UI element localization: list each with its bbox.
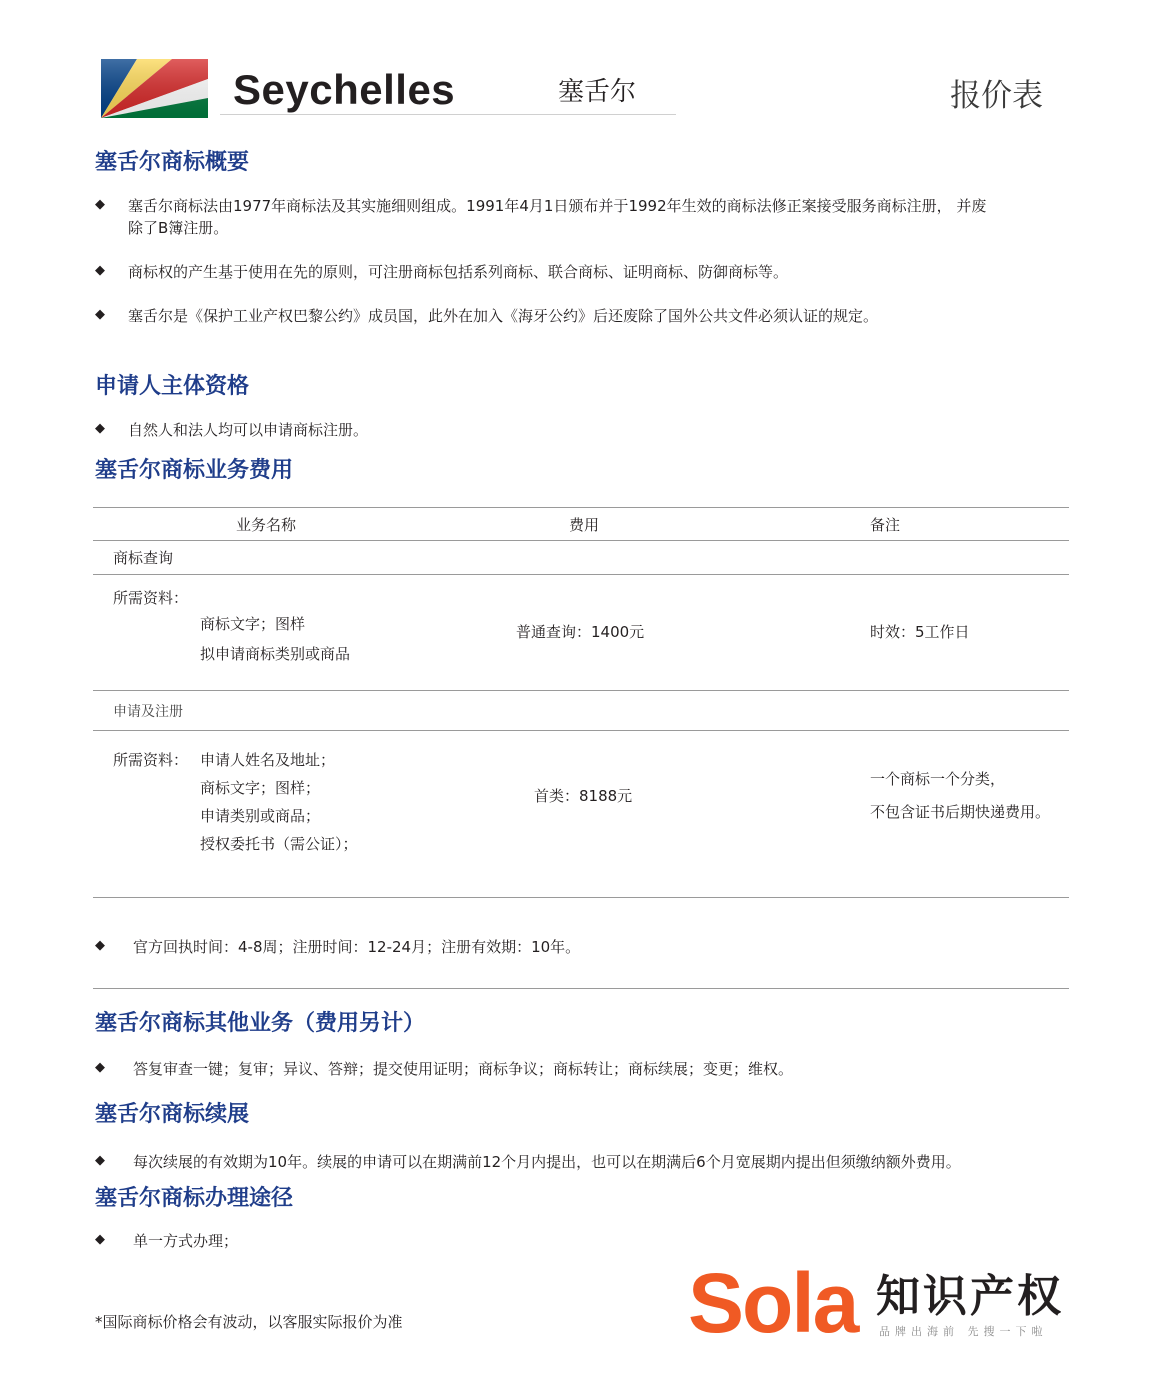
bullet-diamond-icon: ◆: [95, 421, 105, 436]
table-row-rule: [93, 730, 1069, 731]
registration-note: 不包含证书后期快递费用。: [870, 803, 1051, 821]
channel-bullet: [95, 1230, 1075, 1252]
renewal-bullet: [95, 1151, 1075, 1173]
bullet-text: 每次续展的有效期为10年。续展的申请可以在期满前12个月内提出，也可以在期满后6个月宽展期内提出但须缴纳额外费用。: [133, 1153, 961, 1171]
section-label-search: 商标查询: [113, 549, 174, 567]
search-material-item: 拟申请商标类别或商品: [200, 645, 351, 663]
search-materials-label: 所需资料：: [113, 589, 189, 607]
seychelles-flag: [101, 59, 208, 118]
bullet-text-continued: 除了B簿注册。: [128, 219, 229, 237]
renewal-title: 塞舌尔商标续展: [95, 1102, 250, 1127]
table-header-note: 备注: [870, 516, 901, 534]
price-footnote: *国际商标价格会有波动，以客服实际报价为准: [95, 1313, 403, 1331]
document-type: 报价表: [950, 78, 1043, 114]
table-bottom-rule: [93, 897, 1069, 898]
search-material-item: 商标文字；图样: [200, 615, 306, 633]
country-name-english: Seychelles: [233, 66, 456, 113]
table-header-rule: [93, 540, 1069, 541]
bullet-text: 塞舌尔是《保护工业产权巴黎公约》成员国，此外在加入《海牙公约》后还废除了国外公共文件必须认证的规定。: [128, 307, 879, 325]
registration-material-item: 授权委托书（需公证）；: [200, 835, 358, 853]
bullet-diamond-icon: ◆: [95, 197, 105, 212]
timeline-bullet: [95, 936, 1075, 958]
bullet-text: 答复审查一键；复审；异议、答辩；提交使用证明；商标争议；商标转让；商标续展；变更；维权。: [133, 1060, 794, 1078]
registration-materials-label: 所需资料：: [113, 751, 189, 769]
bullet-diamond-icon: ◆: [95, 1232, 105, 1247]
table-row-rule: [93, 574, 1069, 575]
eligibility-bullet: [95, 419, 1075, 441]
overview-bullet-2: [95, 261, 1075, 283]
sola-logo-wordmark: Sola: [688, 1256, 858, 1350]
bullet-text: 单一方式办理；: [133, 1232, 239, 1250]
section-label-registration: 申请及注册: [113, 704, 183, 720]
bullet-text: 官方回执时间：4-8周；注册时间：12-24月；注册有效期：10年。: [133, 938, 581, 956]
registration-material-item: 申请人姓名及地址；: [200, 751, 336, 769]
table-header-service: 业务名称: [236, 516, 297, 534]
overview-bullet-3: [95, 305, 1075, 327]
bullet-diamond-icon: ◆: [95, 263, 105, 278]
bullet-diamond-icon: ◆: [95, 307, 105, 322]
eligibility-title: 申请人主体资格: [95, 374, 250, 399]
section-divider: [93, 988, 1069, 989]
channel-title: 塞舌尔商标办理途径: [95, 1186, 294, 1211]
registration-fee: 首类：8188元: [534, 787, 633, 805]
sola-logo-slogan: 品牌出海前 先搜一下啦: [879, 1325, 1048, 1338]
header-divider: [220, 114, 676, 115]
bullet-diamond-icon: ◆: [95, 938, 105, 953]
search-fee: 普通查询：1400元: [516, 623, 645, 641]
fees-title: 塞舌尔商标业务费用: [95, 458, 294, 483]
registration-material-item: 申请类别或商品；: [200, 807, 321, 825]
registration-material-item: 商标文字；图样；: [200, 779, 321, 797]
table-row-rule: [93, 690, 1069, 691]
bullet-text: 塞舌尔商标法由1977年商标法及其实施细则组成。1991年4月1日颁布并于1992年生效的商标法修正案接受服务商标注册， 并废: [128, 197, 987, 215]
other-services-title: 塞舌尔商标其他业务（费用另计）: [95, 1011, 426, 1036]
country-name-chinese: 塞舌尔: [558, 77, 637, 107]
bullet-diamond-icon: ◆: [95, 1153, 105, 1168]
table-header-fee: 费用: [569, 516, 600, 534]
bullet-text: 自然人和法人均可以申请商标注册。: [128, 421, 369, 439]
overview-title: 塞舌尔商标概要: [95, 150, 250, 175]
overview-bullet-1: [95, 195, 1075, 239]
search-note: 时效：5工作日: [870, 623, 970, 641]
bullet-text: 商标权的产生基于使用在先的原则，可注册商标包括系列商标、联合商标、证明商标、防御商标等。: [128, 263, 789, 281]
bullet-diamond-icon: ◆: [95, 1060, 105, 1075]
other-services-bullet: [95, 1058, 1075, 1080]
registration-note: 一个商标一个分类，: [870, 770, 1006, 788]
table-top-rule: [93, 507, 1069, 508]
sola-logo-chinese: 知识产权: [876, 1271, 1064, 1322]
